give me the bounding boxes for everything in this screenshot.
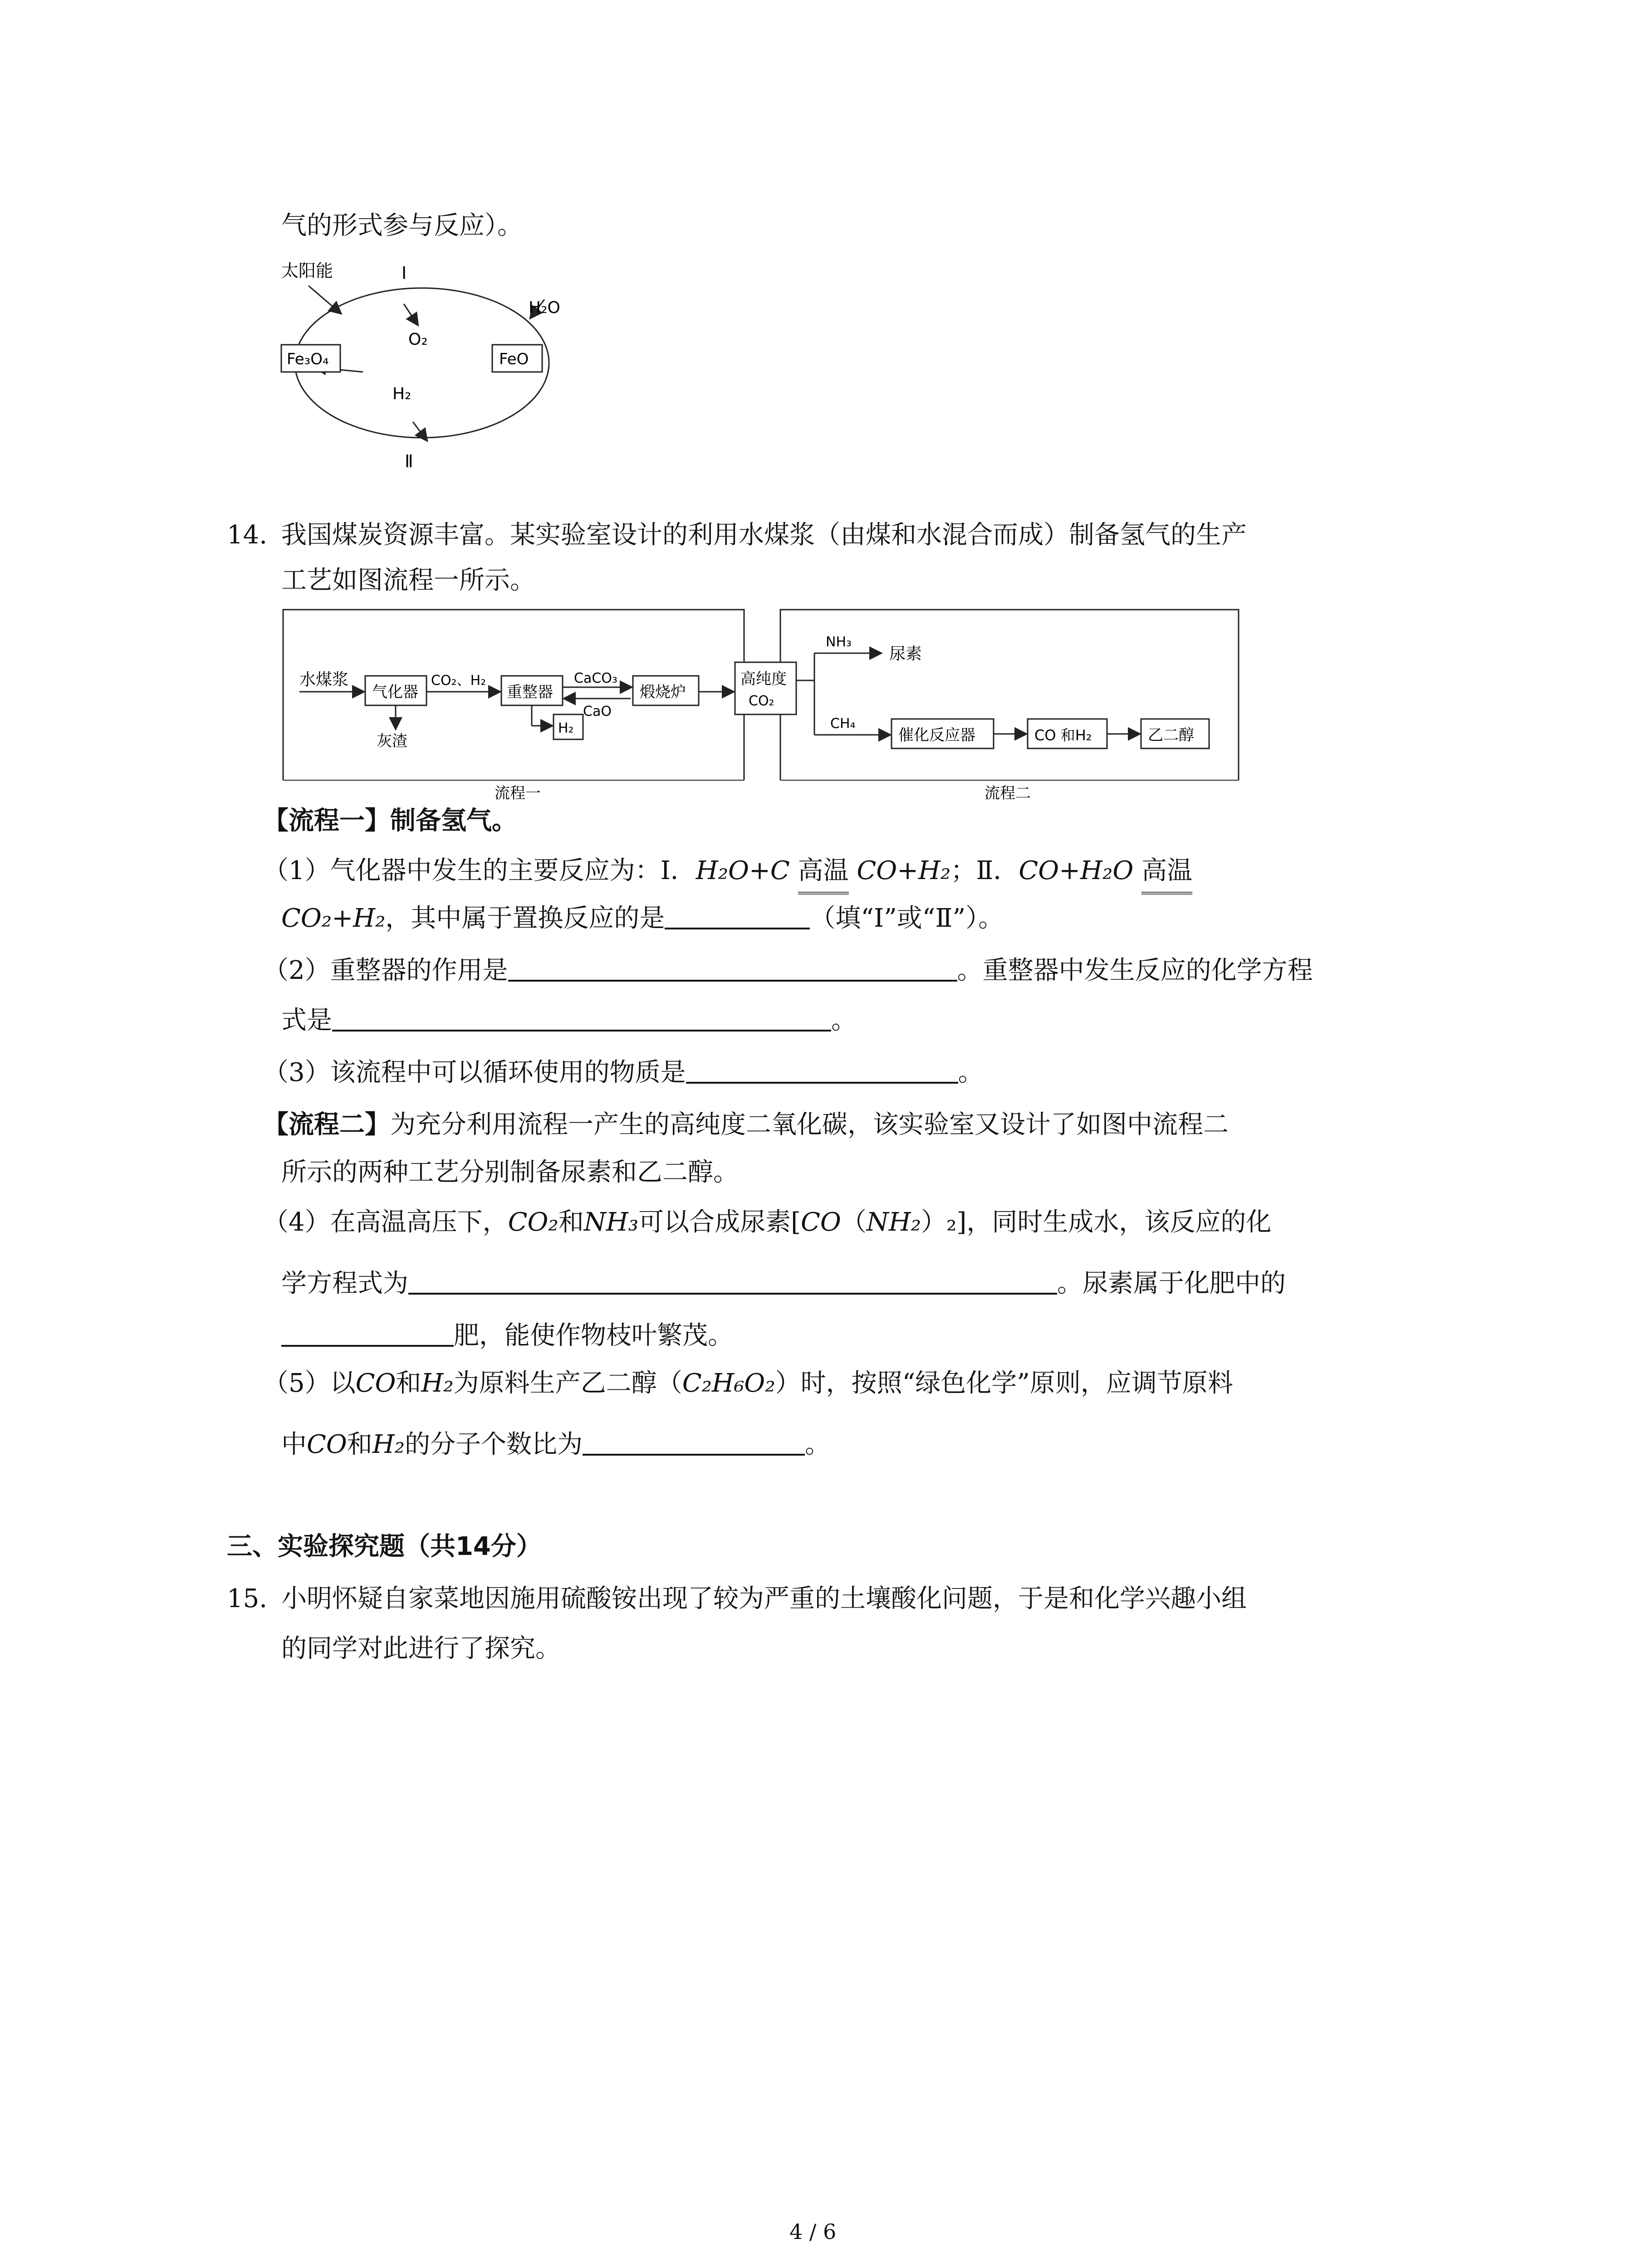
q14-part4-line3: 肥，能使作物枝叶繁茂。 <box>281 1318 733 1354</box>
answer-blank-5[interactable] <box>583 1428 805 1456</box>
caco3-label: CaCO₃ <box>574 670 617 686</box>
flow1-title: 【流程一】制备氢气。 <box>263 806 517 836</box>
fe3o4-label: Fe₃O₄ <box>287 350 329 368</box>
q14-part2-line1: （2）重整器的作用是 。重整器中发生反应的化学方程 <box>263 953 1313 989</box>
section3-title: 三、实验探究题（共14分） <box>227 1532 542 1561</box>
ch4-label: CH₄ <box>830 716 856 732</box>
nh3-label: NH₃ <box>826 634 852 650</box>
q14-part5-line1: （5）以CO和H₂为原料生产乙二醇（C₂H₆O₂）时，按照“绿色化学”原则，应调节原料 <box>263 1369 1233 1398</box>
flow2-intro-line1: 【流程二】为充分利用流程一产生的高纯度二氧化碳，该实验室又设计了如图中流程二 <box>263 1110 1229 1139</box>
urea-label: 尿素 <box>889 645 922 663</box>
process-flow-diagram <box>281 608 1243 803</box>
q14-part2-line2: 式是 。 <box>281 1002 857 1039</box>
answer-blank-1[interactable] <box>665 902 810 929</box>
step1-label: Ⅰ <box>402 263 407 283</box>
o2-label: O₂ <box>408 330 428 349</box>
gas-label: CO₂、H₂ <box>431 673 486 689</box>
flow2-caption: 流程二 <box>985 784 1031 802</box>
answer-blank-2a[interactable] <box>508 954 957 982</box>
answer-blank-4a[interactable] <box>408 1267 1057 1295</box>
condition-high-temp-2: 高温 <box>1141 853 1192 892</box>
answer-blank-3[interactable] <box>686 1056 958 1084</box>
q14-intro-line1: 我国煤炭资源丰富。某实验室设计的利用水煤浆（由煤和水混合而成）制备氢气的生产 <box>281 520 1247 550</box>
step2-label: Ⅱ <box>405 451 413 471</box>
feo-label: FeO <box>499 350 529 368</box>
o2-arrow <box>404 304 417 324</box>
iron-oxide-cycle-diagram <box>272 254 590 508</box>
answer-blank-4b[interactable] <box>281 1320 454 1347</box>
h2-product-label: H₂ <box>558 720 574 736</box>
pure-co2-label-1: 高纯度 <box>740 670 787 688</box>
glycol-label: 乙二醇 <box>1148 726 1194 744</box>
q13-tail-text: 气的形式参与反应）。 <box>281 211 523 240</box>
page-number: 4 / 6 <box>789 2219 837 2244</box>
q15-text-line2: 的同学对此进行了探究。 <box>281 1634 561 1663</box>
q14-part3: （3）该流程中可以循环使用的物质是 。 <box>263 1055 984 1091</box>
h2o-label: H₂O <box>529 298 560 317</box>
h2-label: H₂ <box>392 385 411 403</box>
flow1-caption: 流程一 <box>495 784 541 802</box>
q15-number: 15. <box>227 1584 268 1613</box>
slurry-label: 水煤浆 <box>299 670 349 689</box>
coh2-label: CO 和H₂ <box>1034 727 1092 744</box>
ash-label: 灰渣 <box>377 732 407 750</box>
gasifier-label: 气化器 <box>372 683 418 701</box>
q14-part4-line2: 学方程式为 。尿素属于化肥中的 <box>281 1266 1286 1302</box>
condition-high-temp-1: 高温 <box>798 853 849 892</box>
q14-number: 14. <box>227 520 268 550</box>
sun-label: 太阳能 <box>281 261 333 281</box>
q14-intro-line2: 工艺如图流程一所示。 <box>281 566 535 595</box>
q14-part1-line1: （1）气化器中发生的主要反应为：Ⅰ．H₂O+C 高温 CO+H₂；Ⅱ．CO+H₂O 高温 <box>263 853 1192 892</box>
flow2-intro-line2: 所示的两种工艺分别制备尿素和乙二醇。 <box>281 1158 739 1187</box>
q14-part4-line1: （4）在高温高压下，CO₂和NH₃可以合成尿素[CO（NH₂）₂]，同时生成水，该反应的化 <box>263 1207 1272 1237</box>
pure-co2-label-2: CO₂ <box>749 693 774 709</box>
furnace-label: 煅烧炉 <box>640 683 686 701</box>
catalyst-label: 催化反应器 <box>898 726 975 744</box>
q15-text-line1: 小明怀疑自家菜地因施用硫酸铵出现了较为严重的土壤酸化问题，于是和化学兴趣小组 <box>281 1584 1247 1613</box>
q14-part5-line2: 中CO和H₂的分子个数比为 。 <box>281 1427 830 1463</box>
cao-label: CaO <box>583 704 612 719</box>
reformer-label: 重整器 <box>507 683 553 701</box>
sun-arrow <box>309 286 340 313</box>
q14-part1-line2: CO₂+H₂，其中属于置换反应的是 （填“Ⅰ”或“Ⅱ”）。 <box>281 900 1004 937</box>
answer-blank-2b[interactable] <box>332 1004 831 1031</box>
